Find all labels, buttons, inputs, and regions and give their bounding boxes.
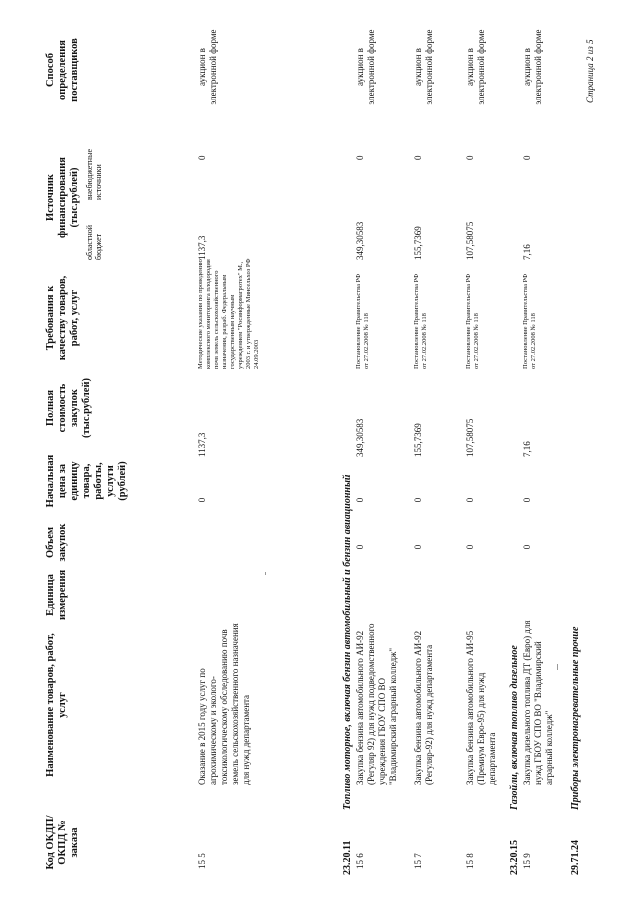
row-initial-price: 0: [522, 497, 532, 503]
row-volume: 0: [355, 544, 365, 550]
row-funding-extra: 0: [465, 155, 475, 160]
scan-speck: [557, 664, 558, 670]
rotated-procurement-table: [45, 15, 605, 875]
header-name: Наименование товаров, работ, услуг: [45, 633, 68, 777]
row-method: аукцион в электронной форме: [413, 29, 434, 105]
row-total-cost: 155,7369: [413, 423, 423, 457]
section-title: Газойли, включая топливо дизельное: [509, 645, 520, 810]
header-volume: Объем закупок: [45, 523, 68, 562]
row-requirements: Постановление Правительства РФ от 27.02.2008 № 118: [413, 273, 428, 369]
row-total-cost: 349,30583: [355, 418, 365, 457]
row-funding-regional: 349,30583: [355, 221, 365, 260]
row-total-cost: 107,58075: [465, 418, 475, 457]
header-initial-price: Начальная цена за единицу товара, работы, услуги (рублей): [45, 454, 128, 508]
header-unit: Единица измерения: [45, 569, 68, 620]
scan-speck: [265, 572, 266, 575]
section-code: 29.71.24: [570, 840, 581, 875]
row-requirements: Постановление Правительства РФ от 27.02.2008 № 118: [522, 273, 537, 369]
section-title: Приборы электронагревательные прочие: [570, 626, 581, 810]
row-total-cost: 7,16: [522, 441, 532, 457]
row-funding-extra: 0: [522, 155, 532, 160]
row-method: аукцион в электронной форме: [465, 29, 486, 105]
header-requirements: Требования к качеству товаров, работ, услуг: [45, 275, 80, 361]
row-number: 15 7: [413, 853, 423, 869]
row-name: Закупка бензина автомобильного АИ-92 (Регуляр 92) для нужд подведомственного учреждения ГБОУ СПО ВО "Владимирский аграрный колледж": [355, 623, 398, 785]
row-name: Закупка бензина автомобильного АИ-95 (Премиум Евро-95) для нужд департамента: [465, 630, 497, 785]
row-method: аукцион в электронной форме: [197, 29, 218, 105]
row-funding-extra: 0: [197, 155, 207, 160]
page-number-label: Страница 2 из 5: [585, 39, 595, 103]
row-funding-regional: 1137,3: [197, 235, 207, 260]
section-code: 23.20.15: [509, 840, 520, 875]
row-method: аукцион в электронной форме: [355, 29, 376, 105]
header-code: Код ОКДП/ ОКПД № заказа: [45, 815, 80, 870]
section-heading: [570, 627, 582, 875]
row-number: 15 9: [522, 853, 532, 869]
section-title: Топливо моторное, включая бензин автомобильный и бензин авиационный: [342, 474, 353, 810]
header-method: Способ определения поставщиков: [45, 38, 80, 102]
row-name: Закупка бензина автомобильного АИ-92 (Регуляр-92) для нужд департамента: [413, 630, 434, 785]
row-method: аукцион в электронной форме: [522, 29, 543, 105]
section-heading: [342, 475, 354, 875]
header-total-cost: Полная стоимость закупок (тыс.рублей): [45, 377, 92, 439]
row-initial-price: 0: [355, 497, 365, 503]
row-requirements: Постановление Правительства РФ от 27.02.2008 № 118: [355, 273, 370, 369]
row-number: 15 8: [465, 853, 475, 869]
row-initial-price: 0: [197, 497, 207, 503]
row-initial-price: 0: [413, 497, 423, 503]
row-funding-extra: 0: [413, 155, 423, 160]
row-requirements: Методические указания по проведению комплексного мониторинга плодородия почв земель сельскохозяйственного назначения, разраб. Федеральным государственным научным учреждением "Росинформагротех" М., 2003 г. и утвержденные Минсельхоз РФ 24.09.2003: [197, 258, 260, 369]
row-funding-regional: 155,7369: [413, 226, 423, 260]
row-total-cost: 1137,3: [197, 432, 207, 457]
row-requirements: Постановление Правительства РФ от 27.02.2008 № 118: [465, 273, 480, 369]
header-funding-source: Источник финансирования (тыс.рублей): [45, 157, 80, 238]
header-funding-regional: областной бюджет: [85, 224, 103, 260]
section-heading: [509, 645, 521, 875]
row-name: Закупка дизельного топлива ДТ (Евро) для нужд ГБОУ СПО ВО "Владимирский аграрный колледж": [522, 620, 554, 785]
header-funding-extrabudget: внебюджетные источники: [85, 149, 103, 200]
row-volume: 0: [522, 544, 532, 550]
row-number: 15 5: [197, 853, 207, 869]
row-volume: 0: [413, 544, 423, 550]
row-volume: 0: [465, 544, 475, 550]
section-code: 23.20.11: [342, 840, 353, 875]
row-name: Оказание в 2015 году услуг по агрохимическому и эколого-токсикологическому обследованию почв земель сельскохозяйственного назначения для нужд департамента: [197, 623, 251, 785]
row-number: 15 6: [355, 853, 365, 869]
row-funding-regional: 107,58075: [465, 221, 475, 260]
row-funding-regional: 7,16: [522, 244, 532, 260]
row-initial-price: 0: [465, 497, 475, 503]
row-funding-extra: 0: [355, 155, 365, 160]
